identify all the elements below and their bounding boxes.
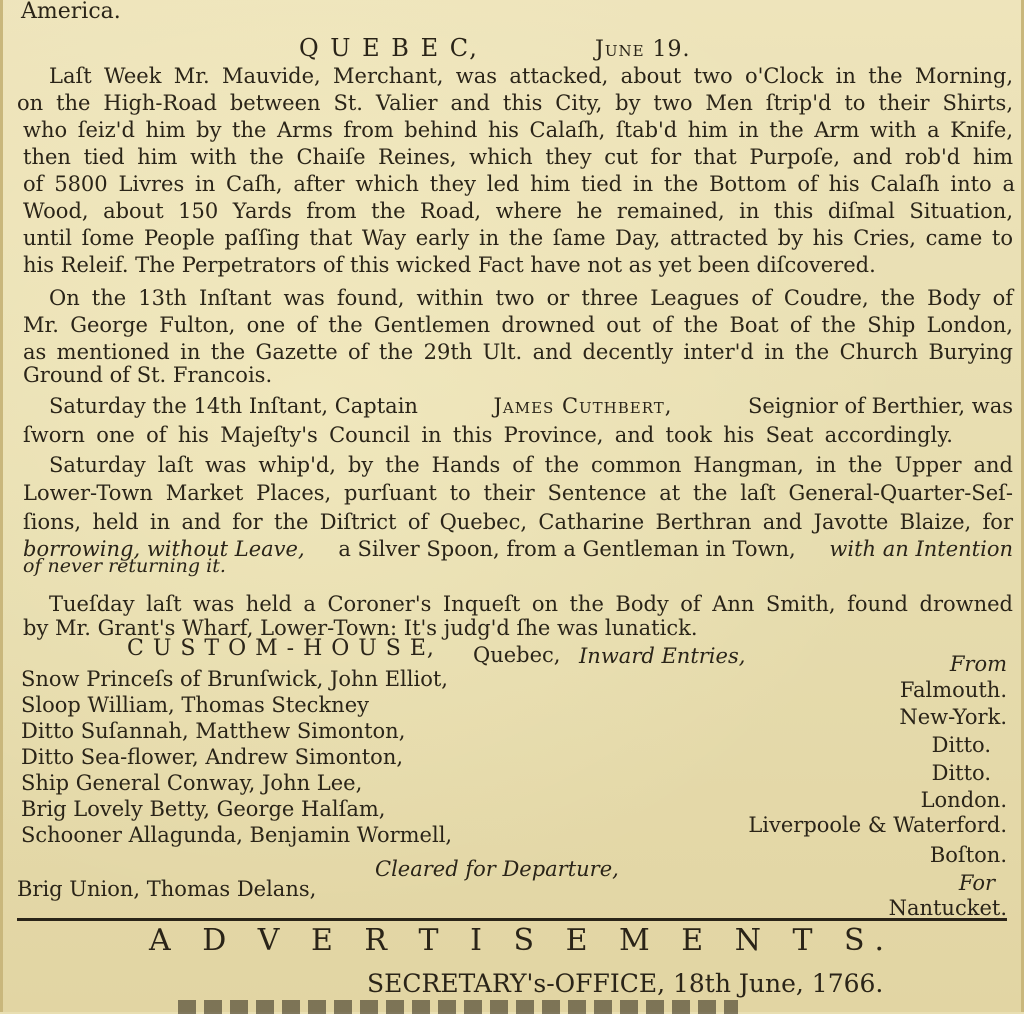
story1-line: who ſeiz'd him by the Arms from behind his Calaſh, ſtab'd him in the Arm with a Knife, — [23, 118, 1013, 142]
dateline-date: June 19. — [595, 37, 691, 62]
story4-text-b: a Silver Spoon, from a Gentleman in Town, — [338, 537, 796, 561]
inward-origin: London. — [920, 788, 1007, 812]
story1-line: his Releif. The Perpetrators of this wicked Fact have not as yet been diſcovered. — [23, 253, 876, 277]
story4-italic-d: of never returning it. — [23, 555, 226, 577]
customs-heading-entries: Inward Entries, — [579, 644, 746, 668]
prior-article-tail: America. — [21, 0, 121, 24]
story3-line — [3, 391, 1024, 421]
section-rule — [17, 918, 1007, 921]
inward-vessel: Schooner Allagunda, Benjamin Wormell, — [21, 823, 453, 847]
from-label: From — [949, 652, 1007, 676]
story2-line: On the 13th Inſtant was found, within two or three Leagues of Coudre, the Body of — [49, 286, 1013, 310]
inward-vessel: Sloop William, Thomas Steckney — [21, 693, 369, 717]
story3-line: ſworn one of his Majeſty's Council in this Province, and took his Seat accordingly. — [23, 423, 953, 447]
inward-vessel: Snow Princeſs of Brunſwick, John Elliot, — [21, 667, 448, 691]
inward-origin: Falmouth. — [899, 678, 1007, 702]
story2-line: Mr. George Fulton, one of the Gentlemen drowned out of the Boat of the Ship London, — [23, 313, 1013, 337]
inward-vessel: Ditto Suſannah, Matthew Simonton, — [21, 719, 406, 743]
story1-line: until ſome People paſſing that Way early in the ſame Day, attracted by his Cries, came to — [23, 226, 1013, 250]
story1-line: Wood, about 150 Yards from the Road, where he remained, in this diſmal Situation, — [23, 199, 1013, 223]
boston-destination: Boſton. — [929, 843, 1007, 867]
dateline-place: Q U E B E C, — [299, 34, 479, 62]
cleared-destination: Nantucket. — [888, 896, 1007, 920]
advertisements-heading: A D V E R T I S E M E N T S. — [149, 923, 896, 958]
story2-line: Ground of St. Francois. — [23, 363, 273, 387]
inward-vessel: Ship General Conway, John Lee, — [21, 771, 363, 795]
customs-heading: C U S T O M - H O U S E, — [127, 636, 435, 661]
inward-origin: New-York. — [899, 705, 1007, 729]
story3-text-a: Saturday the 14th Inſtant, Captain — [49, 394, 418, 418]
customs-heading-place: Quebec, — [473, 643, 561, 667]
story1-line: then tied him with the Chaiſe Reines, which they cut for that Purpoſe, and rob'd him — [23, 145, 1013, 169]
story3-text-b: Seignior of Berthier, was — [747, 394, 1013, 418]
story3-person-name: James Cuthbert, — [493, 394, 673, 418]
for-label: For — [958, 871, 995, 895]
inward-origin: Ditto. — [931, 761, 991, 785]
story4-line: ſions, held in and for the Diſtrict of Quebec, Catharine Berthran and Javotte Blaize, for — [23, 510, 1013, 534]
inward-vessel: Brig Lovely Betty, George Halſam, — [21, 797, 386, 821]
cleared-vessel: Brig Union, Thomas Delans, — [17, 877, 317, 901]
story1-line: Laſt Week Mr. Mauvide, Merchant, was attacked, about two o'Clock in the Morning, — [49, 64, 1013, 88]
story4-line: Lower-Town Market Places, purſuant to their Sentence at the laſt General-Quarter-Seſ- — [23, 481, 1013, 505]
inward-origin: Ditto. — [931, 733, 991, 757]
inward-vessel: Ditto Sea-flower, Andrew Simonton, — [21, 745, 404, 769]
story5-line: Tueſday laſt was held a Coroner's Inqueſt on the Body of Ann Smith, found drowned — [49, 592, 1013, 616]
story1-line: on the High-Road between St. Valier and this City, by two Men ſtrip'd to their Shirts, — [17, 91, 1013, 115]
story5-line: by Mr. Grant's Wharf, Lower-Town: It's judg'd ſhe was lunatick. — [23, 616, 698, 640]
inward-origin: Liverpoole & Waterford. — [748, 813, 1007, 837]
secretary-office-line: SECRETARY's-OFFICE, 18th June, 1766. — [367, 969, 884, 998]
story4-italic-c: with an Intention — [829, 537, 1013, 561]
story2-line: as mentioned in the Gazette of the 29th Ult. and decently inter'd in the Church Burying — [23, 340, 1013, 364]
story4-line: Saturday laſt was whip'd, by the Hands of the common Hangman, in the Upper and — [49, 453, 1013, 477]
cleared-label: Cleared for Departure, — [375, 857, 619, 881]
story4-italic-a: borrowing, without Leave, — [23, 537, 305, 561]
story1-line: of 5800 Livres in Caſh, after which they led him tied in the Bottom of his Calaſh into a — [23, 172, 1015, 196]
